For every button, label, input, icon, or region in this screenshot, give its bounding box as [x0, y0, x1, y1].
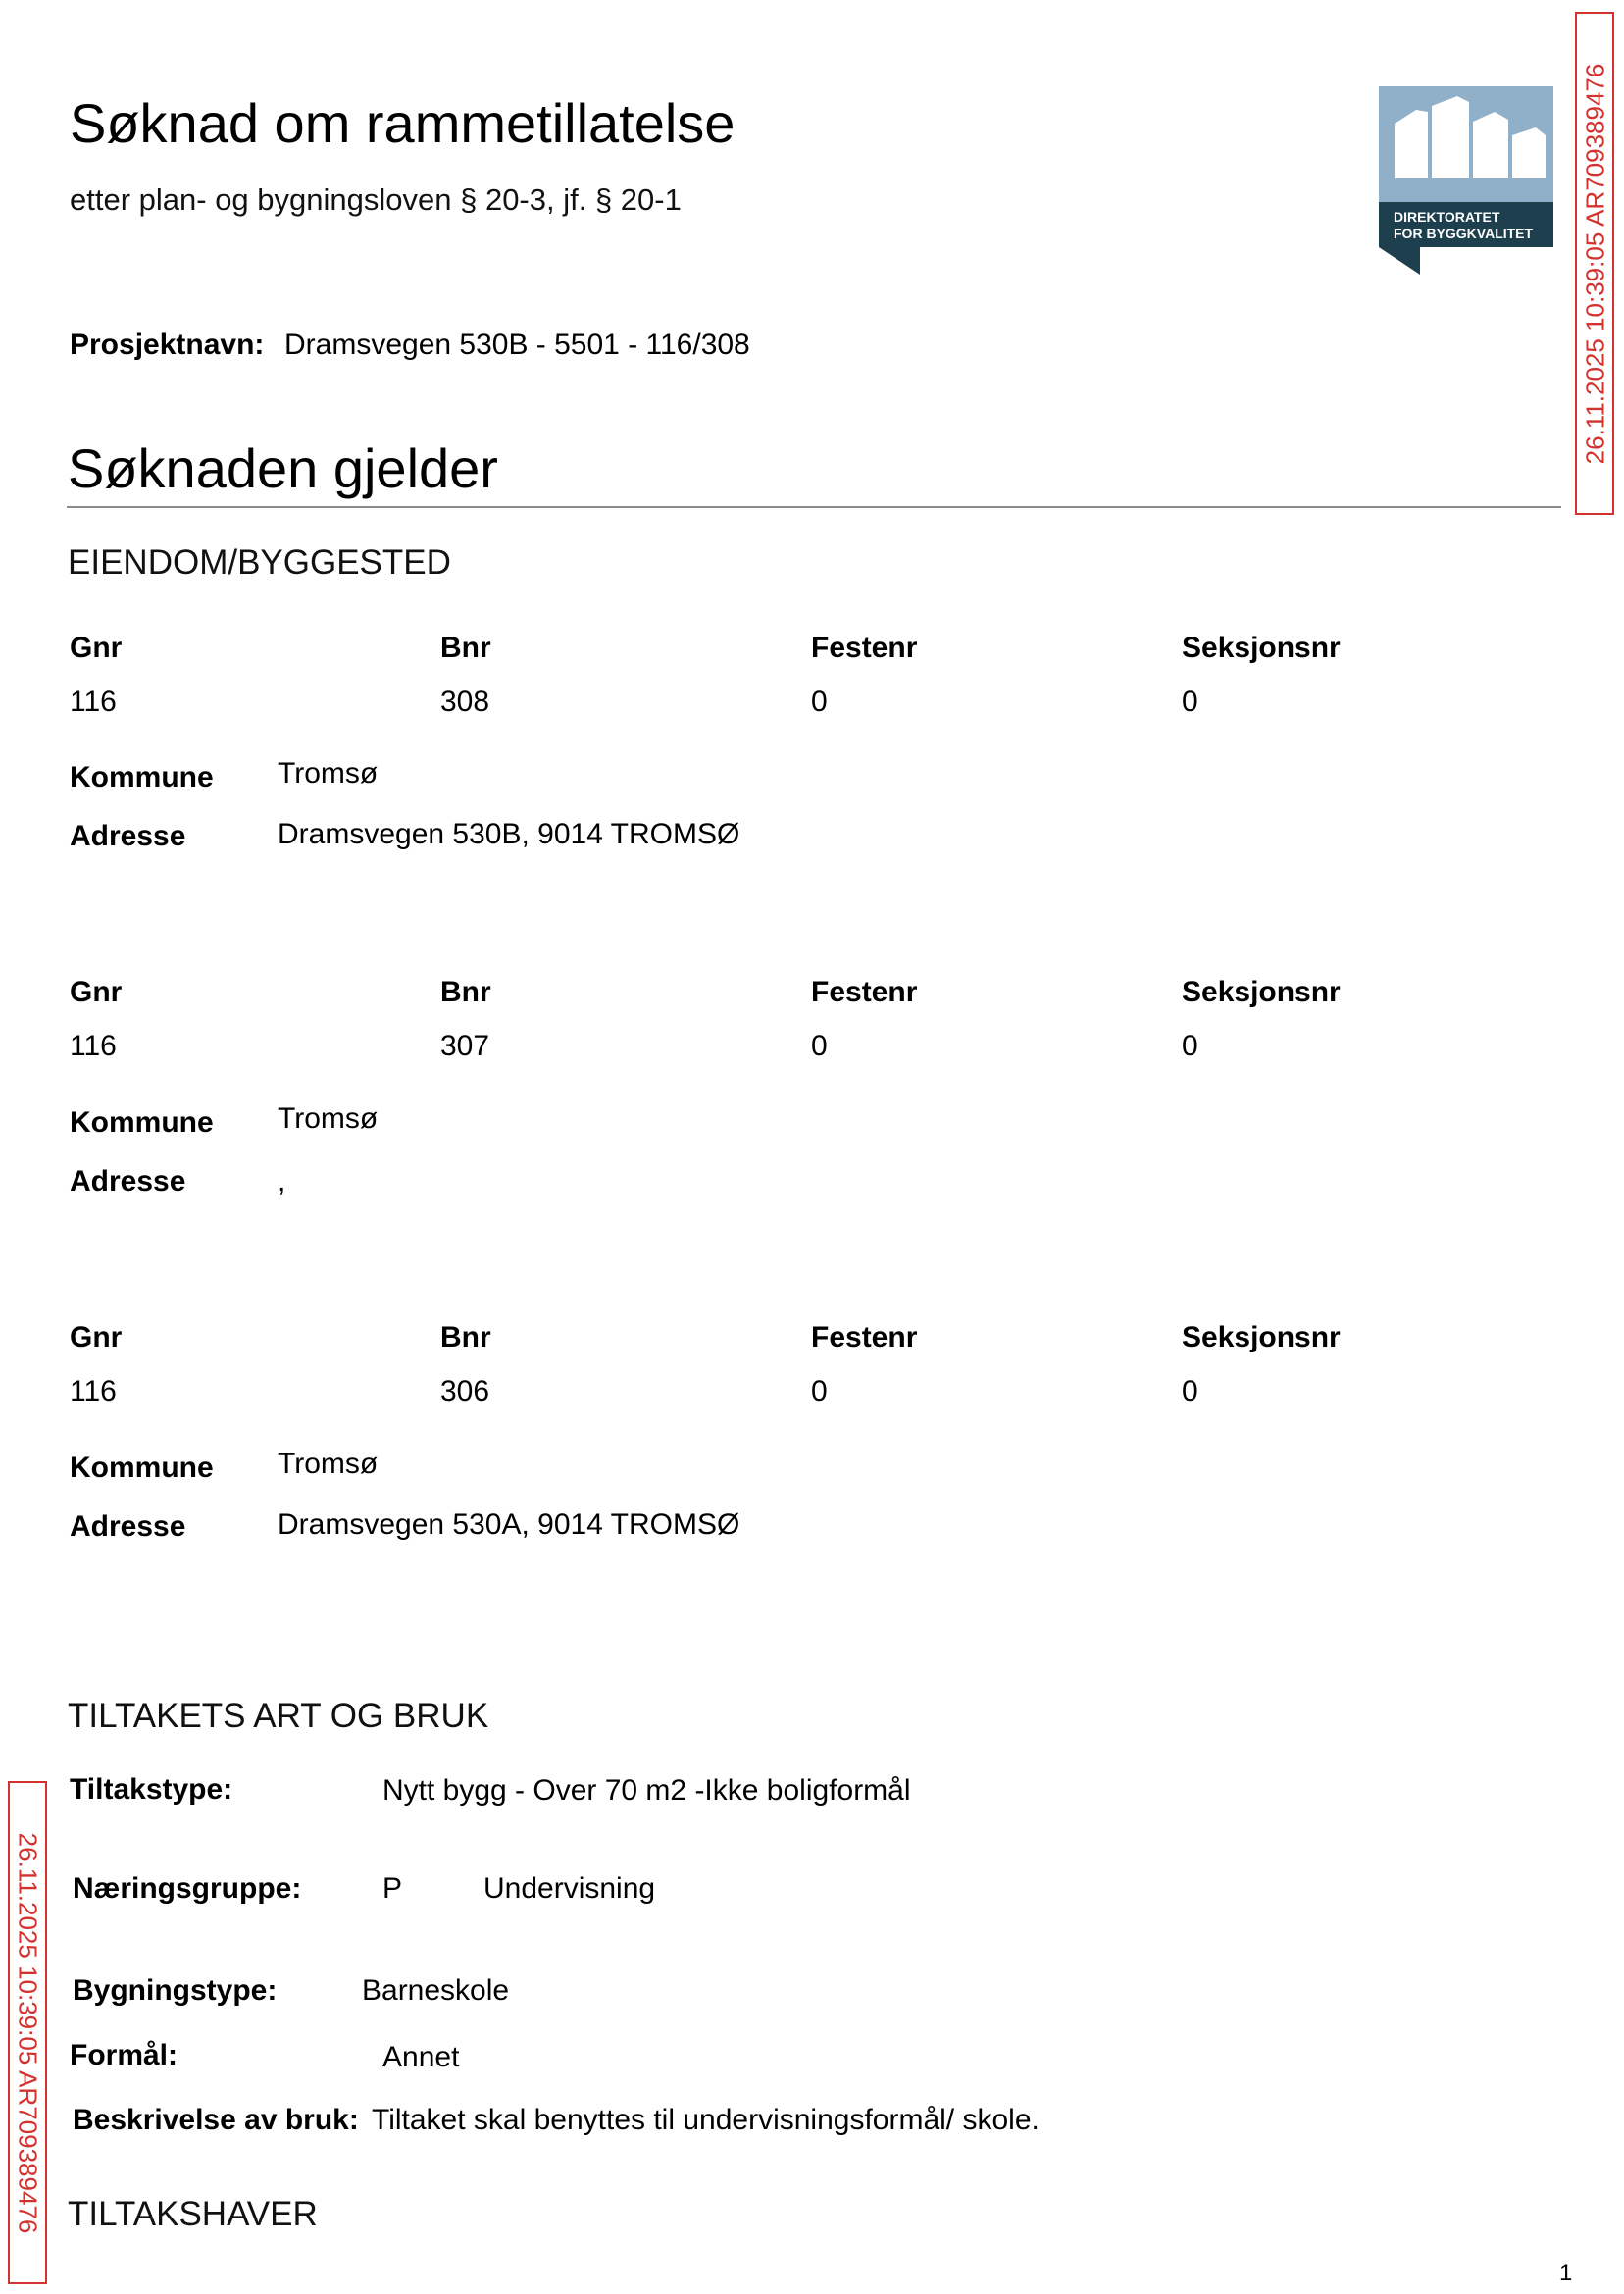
adresse-value: Dramsvegen 530B, 9014 TROMSØ — [278, 818, 740, 850]
logo-text-line2: FOR BYGGKVALITET — [1394, 226, 1534, 241]
gnr-label: Gnr — [70, 1321, 123, 1353]
gnr-value: 116 — [70, 1030, 117, 1062]
festenr-value: 0 — [811, 1375, 828, 1407]
seksjonsnr-value: 0 — [1182, 1375, 1198, 1407]
adresse-label: Adresse — [70, 820, 186, 852]
tiltak-heading: TILTAKETS ART OG BRUK — [68, 1697, 489, 1735]
project-value: Dramsvegen 530B - 5501 - 116/308 — [284, 329, 750, 361]
kommune-label: Kommune — [70, 1452, 214, 1484]
page-number: 1 — [1559, 2260, 1573, 2286]
festenr-value: 0 — [811, 1030, 828, 1062]
seksjonsnr-label: Seksjonsnr — [1182, 1321, 1341, 1353]
formaal-label: Formål: — [70, 2039, 178, 2071]
kommune-value: Tromsø — [278, 1448, 379, 1480]
tiltakstype-value: Nytt bygg - Over 70 m2 -Ikke boligformål — [382, 1774, 911, 1807]
bnr-label: Bnr — [440, 632, 491, 664]
archive-stamp-right — [1575, 12, 1614, 515]
document-subtitle: etter plan- og bygningsloven § 20-3, jf. § 20-1 — [70, 182, 682, 217]
bnr-label: Bnr — [440, 976, 491, 1008]
gnr-label: Gnr — [70, 632, 123, 664]
section-divider — [67, 506, 1561, 508]
gnr-value: 116 — [70, 1375, 117, 1407]
kommune-value: Tromsø — [278, 1102, 379, 1135]
tiltakshaver-heading: TILTAKSHAVER — [68, 2195, 318, 2233]
seksjonsnr-label: Seksjonsnr — [1182, 632, 1341, 664]
document-title: Søknad om rammetillatelse — [70, 92, 736, 154]
bnr-value: 308 — [440, 686, 490, 718]
gnr-value: 116 — [70, 686, 117, 718]
kommune-value: Tromsø — [278, 757, 379, 790]
festenr-value: 0 — [811, 686, 828, 718]
bnr-label: Bnr — [440, 1321, 491, 1353]
seksjonsnr-value: 0 — [1182, 1030, 1198, 1062]
naeringsgruppe-code: P — [382, 1872, 403, 1905]
kommune-label: Kommune — [70, 1106, 214, 1139]
festenr-label: Festenr — [811, 976, 918, 1008]
kommune-label: Kommune — [70, 761, 214, 793]
archive-stamp-left — [8, 1781, 47, 2284]
naeringsgruppe-value: Undervisning — [483, 1872, 656, 1905]
adresse-label: Adresse — [70, 1165, 186, 1198]
bygningstype-label: Bygningstype: — [73, 1974, 278, 2007]
stamp-text: 26.11.2025 10:39:05 AR709389476 — [13, 1832, 42, 2233]
bygningstype-value: Barneskole — [362, 1974, 510, 2007]
dibk-logo — [1379, 86, 1553, 275]
formaal-value: Annet — [382, 2041, 460, 2073]
adresse-value: , — [278, 1165, 286, 1198]
naeringsgruppe-label: Næringsgruppe: — [73, 1872, 302, 1905]
gnr-label: Gnr — [70, 976, 123, 1008]
adresse-value: Dramsvegen 530A, 9014 TROMSØ — [278, 1508, 740, 1541]
festenr-label: Festenr — [811, 632, 918, 664]
festenr-label: Festenr — [811, 1321, 918, 1353]
stamp-text: 26.11.2025 10:39:05 AR709389476 — [1580, 63, 1609, 464]
seksjonsnr-value: 0 — [1182, 686, 1198, 718]
property-heading: EIENDOM/BYGGESTED — [68, 543, 451, 582]
bnr-value: 306 — [440, 1375, 490, 1407]
bnr-value: 307 — [440, 1030, 490, 1062]
beskrivelse-value: Tiltaket skal benyttes til undervisningsformål/ skole. — [372, 2104, 1040, 2136]
seksjonsnr-label: Seksjonsnr — [1182, 976, 1341, 1008]
adresse-label: Adresse — [70, 1510, 186, 1543]
beskrivelse-label: Beskrivelse av bruk: — [73, 2104, 359, 2136]
section-title: Søknaden gjelder — [68, 437, 498, 499]
logo-text-line1: DIREKTORATET — [1394, 209, 1500, 225]
tiltakstype-label: Tiltakstype: — [70, 1773, 233, 1806]
project-label: Prosjektnavn: — [70, 329, 265, 361]
